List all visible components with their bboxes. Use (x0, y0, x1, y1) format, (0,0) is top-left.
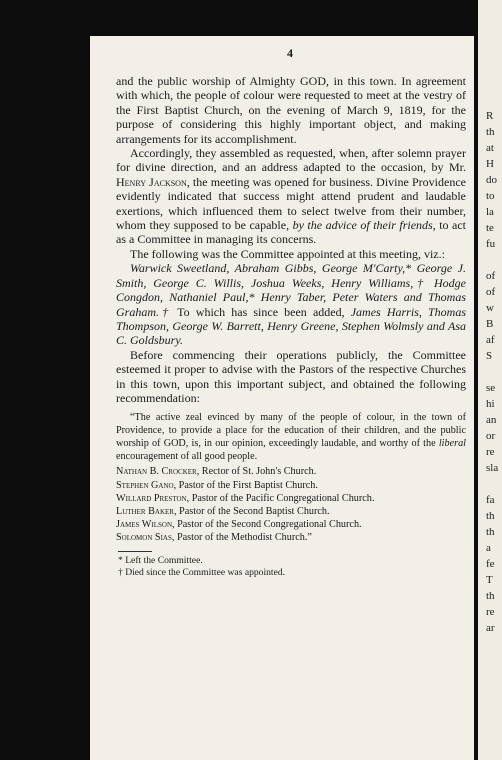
adjacent-page-edge (478, 0, 502, 760)
document-page (90, 36, 474, 760)
signatory: Stephen Gano, Pastor of the First Baptist Church. (116, 479, 318, 491)
footnote-died: † Died since the Committee was appointed. (118, 566, 286, 578)
speaker-name: Henry Jackson (116, 174, 187, 189)
signatory: Luther Baker, Pastor of the Second Baptist Church. (116, 505, 330, 517)
recommendation-quote: “The active zeal evinced by many of the people of colour, in the town of Providence, to provide a place for the education of their children, and the public worship of GOD, is, in our opinion, exceedingly laudable, and worthy of the liberal encouragement of all good people. (116, 412, 466, 463)
signatory: Willard Preston, Pastor of the Pacific Congregational Church. (116, 492, 375, 504)
footnotes (116, 555, 466, 579)
footnote-divider (118, 551, 152, 552)
adjacent-page-fragments: R th at H do to la te fu of of w B af S se hi an or re sla fa th th a fe T th re ar (486, 110, 499, 634)
body-text (116, 74, 466, 579)
committee-names: Warwick Sweetland, Abraham Gibbs, George M'Carty,* George J. Smith, George C. Willis, Joshua Weeks, Henry Williams,† Hodge Congdon, Nathaniel Paul,* Henry Taber, Peter Waters and Thomas Graham.† To which has since been added, James Harris, Thomas Thompson, George W. Barrett, Henry Greene, Stephen Wolmsly and Asa C. Goldsbury. (116, 261, 466, 348)
signatory: Nathan B. Crocker, Rector of St. John's Church. (116, 466, 317, 478)
page-number: 4 (287, 46, 293, 60)
footnote-left: * Left the Committee. (118, 554, 203, 566)
signatories-list (116, 465, 466, 544)
paragraph-1: and the public worship of Almighty GOD, in this town. In agreement with which, the people of colour were requested to meet at the vestry of the First Baptist Church, on the evening of March 9, 1819, for the purpose of considering this highly important object, and making arrangements for its accomplishment. (116, 74, 466, 146)
signatory: Solomon Sias, Pastor of the Methodist Church.” (116, 532, 312, 544)
paragraph-3: The following was the Committee appointed at this meeting, viz.: (130, 246, 445, 261)
signatory: James Wilson, Pastor of the Second Congregational Church. (116, 519, 362, 531)
paragraph-5: Before commencing their operations publicly, the Committee esteemed it proper to advise with the Pastors of the respective Churches in this town, upon this important subject, and obtained the following recommendation: (116, 347, 466, 405)
paragraph-2: Accordingly, they assembled as requested, when, after solemn prayer for divine direction, and an address adapted to the occasion, by Mr. Henry Jackson, the meeting was opened for business. Divine Providence evidently indicated that success might attend prudent and laudable exertions, which influenced them to select twelve from their number, whom they supposed to be capable, by the advice of their friends, to act as a Committee in managing its concerns. (116, 146, 467, 247)
